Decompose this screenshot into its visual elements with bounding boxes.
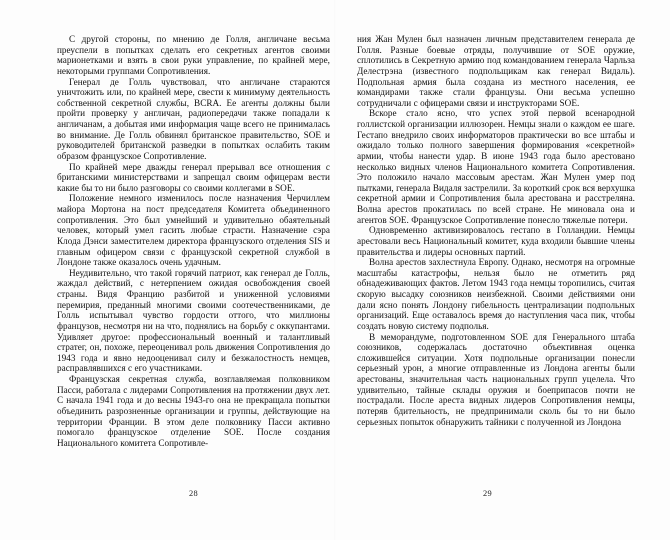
paragraph: В меморандуме, подготовленном SOE для Генерального штаба союзников, содержалась достаточно объективная оценка сложившейся ситуации. Хотя подпольные организации понесли серьезный урон, а многие отправленные из Лондона агенты были арестованы, значительная часть национальных групп уцелела. Что удивительно, тайные склады оружия и боеприпасов почти не пострадали. После ареста видных лидеров Сопротивления немцы, потеряв бдительность, не предпринимали сколь бы то ни было серьезных попыток обнаружить тайники с полученной из Лондона [357, 331, 635, 427]
page-left-text-column [57, 34, 330, 448]
page-right-text-column [357, 34, 635, 427]
page-number-right: 29 [483, 489, 492, 498]
paragraph: Французская секретная служба, возглавляемая полковником Пасси, работала с лидерами Сопротивления на протяжении двух лет. С начала 1941 года и до весны 1943-го она не прекращала попытки объединить разрозненные организации и группы, действующие на территории Франции. В этом деле полковнику Пасси активно помогало французское отделение SOE. После создания Национального комитета Сопротивле- [57, 374, 330, 448]
page-number-left: 28 [189, 489, 198, 498]
paragraph: Положение немного изменилось после назначения Черчиллем майора Мортона на пост председателя Комитета объединенного сопротивления. Это был умнейший и удивительно обаятельный человек, который умел гасить любые страсти. Назначение сэра Клода Дэнси заместителем директора французского отделения SIS и главным офицером связи с французской секретной службой в Лондоне также оказалось очень удачным. [57, 193, 330, 268]
paragraph: Вскоре стало ясно, что успех этой первой всенародной голлистской организации иллюзорен. Немцы знали о каждом ее шаге. Гестапо внедрило своих информаторов практически во все штабы и ожидало только полного завершения формирования «секретной» армии, чтобы нанести удар. В июне 1943 года было арестовано несколько видных членов Национального комитета Сопротивления. Это положило начало массовым арестам. Жан Мулен умер под пытками, генерала Видаля застрелили. За короткий срок вся верхушка секретной армии и Сопротивления была арестована и расстреляна. Волна арестов прокатилась по всей стране. Не миновала она и агентов SOE. Французское Сопротивление понесло тяжелые потери. [357, 108, 635, 225]
paragraph: ния Жан Мулен был назначен личным представителем генерала де Голля. Разные боевые отряды, получившие от SOE оружие, сплотились в Секретную армию под командованием генерала Чарльза Делестрэна (известного подпольщикам как генерал Видаль). Подпольная армия была создана из местного населения, ее командирами также стали французы. Они весьма успешно сотрудничали с офицерами связи и инструкторами SOE. [357, 34, 635, 108]
paragraph: Неудивительно, что такой горячий патриот, как генерал де Голль, жаждал действий, с нетерпением ожидая освобождения своей страны. Видя Францию разбитой и униженной условиями перемирия, преданный многими своими соотечественниками, де Голль испытывал чувство гордости оттого, что миллионы французов, несмотря ни на что, поднялись на борьбу с оккупантами. Удивляет другое: профессиональный военный и талантливый стратег, он, похоже, переоценивал роль движения Сопротивления до 1943 года и явно недооценивал силу и безжалостность немцев, расправлявшихся с его участниками. [57, 267, 330, 374]
paragraph: Генерал де Голль чувствовал, что англичане стараются уничтожить или, по крайней мере, свести к минимуму деятельность собственной секретной службы, BCRA. Ее агенты должны были пройти проверку у англичан, радиопередачи также попадали к англичанам, а добытая ими информация чаще всего не принималась во внимание. Де Голль обвинял британское правительство, SOE и руководителей британской разведки в попытках ослабить таким образом французское Сопротивление. [57, 76, 330, 161]
paragraph: С другой стороны, по мнению де Голля, англичане весьма преуспели в попытках сделать его секретных агентов своими марионетками и взять в свои руки управление, по крайней мере, некоторыми группами Сопротивления. [57, 34, 330, 76]
paragraph: Одновременно активизировалось гестапо в Голландии. Немцы арестовали весь Национальный комитет, куда входили бывшие члены правительства и лидеры основных партий. [357, 225, 635, 257]
paragraph: Волна арестов захлестнула Европу. Однако, несмотря на огромные масштабы катастрофы, нельзя было не отметить ряд обнадеживающих фактов. Летом 1943 года немцы торопились, считая скорую высадку союзников неизбежной. Своими действиями они дали ясно понять Лондону гибельность централизации подпольных организаций. Еще оставалось время до наступления часа пик, чтобы создать новую систему подполья. [357, 257, 635, 331]
page-right [335, 0, 670, 540]
paragraph: По крайней мере дважды генерал прерывал все отношения с британскими министерствами и запрещал своим офицерам вести какие бы то ни было разговоры со своими коллегами в SOE. [57, 161, 330, 193]
